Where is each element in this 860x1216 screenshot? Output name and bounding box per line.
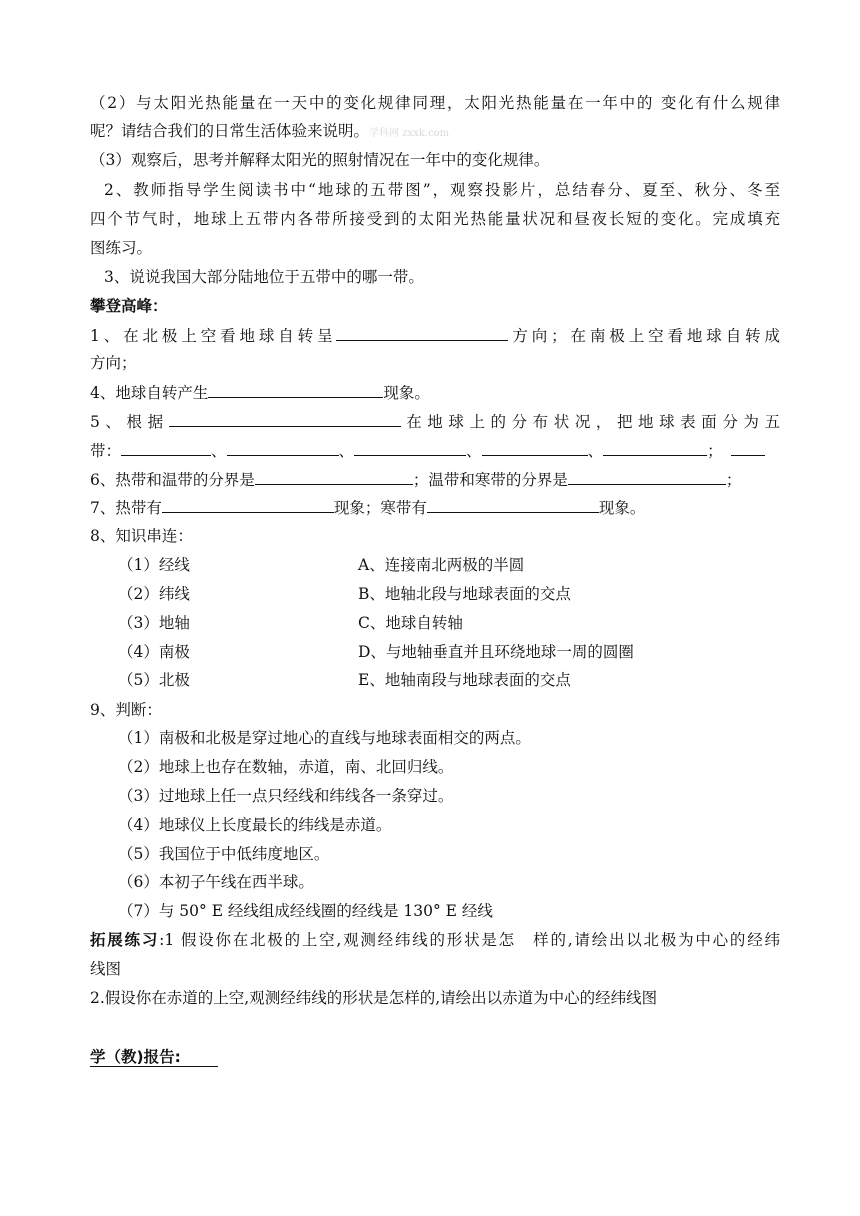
q1-text-c: 方向； xyxy=(90,354,137,372)
q5-sep-1: 、 xyxy=(211,442,227,460)
ext-p1-b: 线图 xyxy=(90,960,122,978)
q1-blank-1[interactable] xyxy=(336,325,508,341)
q8-right-5: E、地轴南段与地球表面的交点 xyxy=(358,671,571,689)
q8-title: 8、知识串连： xyxy=(90,527,193,545)
q7-blank-2[interactable] xyxy=(427,497,599,513)
q9-item-7: （7）与 50° E 经线组成经线圈的经线是 130° E 经线 xyxy=(118,902,493,920)
q8-left-4: （4）南极 xyxy=(118,643,190,661)
q5-sep-3: 、 xyxy=(466,442,482,460)
intro-t2-line2: 四个节气时，地球上五带内各带所接受到的太阳光热能量状况和昼夜长短的变化。完成填充 xyxy=(90,210,780,228)
q5-blank-extra[interactable] xyxy=(731,440,765,456)
q6-text-a: 6、热带和温带的分界是 xyxy=(90,471,255,489)
q7-blank-1[interactable] xyxy=(162,497,334,513)
q9-item-1: （1）南极和北极是穿过地心的直线与地球表面相交的两点。 xyxy=(118,729,531,747)
q9-item-5: （5）我国位于中低纬度地区。 xyxy=(118,845,330,863)
q8-left-1: （1）经线 xyxy=(118,556,190,574)
q5-blank-zone-1[interactable] xyxy=(121,440,211,456)
q5-text-c: 带： xyxy=(90,442,122,460)
ext-line1 xyxy=(90,930,780,950)
q8-right-4: D、与地轴垂直并且环绕地球一周的圆圈 xyxy=(358,643,634,661)
q7-text-b: 现象；寒带有 xyxy=(333,499,427,517)
q8-right-2: B、地轴北段与地球表面的交点 xyxy=(358,585,571,603)
q5-blank-zone-2[interactable] xyxy=(227,440,339,456)
q5-text-a: 5、根据 xyxy=(90,413,169,431)
q5-line xyxy=(90,411,780,432)
q5-blank-zone-5[interactable] xyxy=(603,440,707,456)
q5-end: ； xyxy=(707,442,723,460)
q6-text-b: ；温带和寒带的分界是 xyxy=(412,471,568,489)
q1-text-b: 方向；在南极上空看地球自转成 xyxy=(508,327,780,345)
q9-item-6: （6）本初子午线在西半球。 xyxy=(118,873,314,891)
report-title: 学（教)报告: xyxy=(90,1048,181,1066)
q8-row xyxy=(118,555,808,575)
q6-blank-1[interactable] xyxy=(255,469,413,485)
q8-row xyxy=(118,584,808,604)
intro-t3: 3、说说我国大部分陆地位于五带中的哪一带。 xyxy=(104,268,424,286)
q9-title: 9、判断： xyxy=(90,701,162,719)
ext-p2: 2.假设你在赤道的上空,观测经纬线的形状是怎样的,请绘出以赤道为中心的经纬线图 xyxy=(90,989,658,1007)
ext-p1-a: :1 假设你在北极的上空,观测经纬线的形状是怎 样的,请绘出以北极为中心的经纬 xyxy=(159,931,780,949)
q4-line xyxy=(90,382,780,403)
q1-text-a: 1、在北极上空看地球自转呈 xyxy=(90,327,337,345)
q1-line xyxy=(90,325,780,346)
q5-blank-zone-4[interactable] xyxy=(482,440,588,456)
q8-right-3: C、地球自转轴 xyxy=(358,614,463,632)
q5-zones-line xyxy=(90,440,780,461)
q7-text-a: 7、热带有 xyxy=(90,499,162,517)
intro-t2-line1: 2、教师指导学生阅读书中“地球的五带图”，观察投影片，总结春分、夏至、秋分、冬至 xyxy=(104,181,780,199)
q8-row xyxy=(118,613,808,633)
q6-blank-2[interactable] xyxy=(568,469,726,485)
q5-sep-2: 、 xyxy=(338,442,355,460)
q5-blank-main[interactable] xyxy=(169,411,401,427)
q8-left-2: （2）纬线 xyxy=(118,585,190,603)
watermark: 学科网 zxxk.com xyxy=(369,128,450,139)
q4-text-b: 现象。 xyxy=(383,384,430,402)
q6-line xyxy=(90,469,780,490)
q9-item-2: （2）地球上也存在数轴，赤道，南、北回归线。 xyxy=(118,758,454,776)
q5-sep-4: 、 xyxy=(587,442,604,460)
q8-left-3: （3）地轴 xyxy=(118,614,190,632)
q5-text-b: 在地球上的分布状况，把地球表面分为五 xyxy=(400,413,780,431)
q7-text-c: 现象。 xyxy=(598,499,646,517)
q4-text-a: 4、地球自转产生 xyxy=(90,384,209,402)
intro-t2-line3: 图练习。 xyxy=(90,239,153,257)
q6-text-c: ； xyxy=(725,471,742,489)
q8-left-5: （5）北极 xyxy=(118,671,190,689)
q8-row xyxy=(118,642,808,662)
intro-q2-line1: （2）与太阳光热能量在一天中的变化规律同理，太阳光热能量在一年中的 变化有什么规律 xyxy=(90,94,780,112)
intro-q2-line2 xyxy=(90,121,780,144)
intro-q2-text: 呢？请结合我们的日常生活体验来说明。 xyxy=(90,122,370,140)
q7-line xyxy=(90,497,780,518)
q8-row xyxy=(118,670,808,690)
q4-blank[interactable] xyxy=(208,382,383,398)
q9-item-4: （4）地球仪上长度最长的纬线是赤道。 xyxy=(118,816,392,834)
intro-q3: （3）观察后，思考并解释太阳光的照射情况在一年中的变化规律。 xyxy=(90,151,550,169)
q5-blank-zone-3[interactable] xyxy=(354,440,466,456)
report-underline xyxy=(90,1066,218,1067)
section-climb-title: 攀登高峰： xyxy=(90,297,168,315)
section-ext-title: 拓展练习 xyxy=(90,931,160,949)
q9-item-3: （3）过地球上任一点只经线和纬线各一条穿过。 xyxy=(118,787,454,805)
q8-right-1: A、连接南北两极的半圆 xyxy=(358,556,525,574)
